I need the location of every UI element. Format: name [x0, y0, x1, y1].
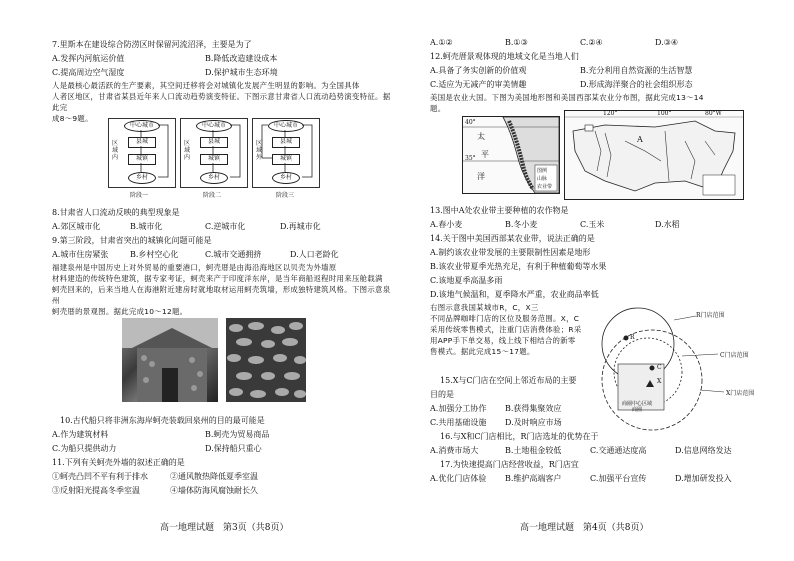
q17-option-c: C.加强平台宣传	[590, 474, 647, 483]
oyster-wall-image	[226, 318, 306, 402]
q8-option-d: D.再城市化	[280, 222, 321, 231]
ring-point-x: X	[657, 378, 662, 385]
q13-option-c: C.玉米	[580, 220, 605, 229]
west-us-agriculture-map	[462, 116, 560, 194]
q14-option-d: D.该地气候温和，夏季降水严重，农业商品率低	[430, 290, 599, 299]
ring-center-label2: 商圈	[632, 407, 643, 413]
map-ocean-2: 平	[481, 150, 489, 159]
ring-label-r: R门店范围	[696, 312, 725, 319]
q13-stem: 13.图中A处农业带主要种植的农作物是	[430, 206, 569, 215]
q16-stem: 16.与X和C门店相比，R门店选址的优势在于	[440, 432, 599, 441]
q7-stem: 7.里斯本在建设综合防涝区时保留河流沼泽，主要是为了	[52, 40, 252, 49]
ring-point-c: C	[657, 364, 662, 371]
q7-option-b: B.降低改造建设成本	[205, 54, 278, 63]
ring-center-label: 商圈中心区域	[622, 401, 653, 407]
intro-8-9-line1: 人是最核心最活跃的生产要素，其空间迁移将会对城镇化发展产生明显的影响。为全国具体	[52, 81, 360, 90]
q12-stem: 12.蚵壳厝景观体现的地域文化是当地人们	[430, 52, 579, 61]
q9-option-b: B.乡村空心化	[130, 250, 179, 259]
q13-option-d: D.水稻	[655, 220, 680, 229]
stage1-county: 县城	[128, 137, 156, 148]
stage1-side-label: 区域内	[112, 140, 119, 161]
q10-option-d: D.保持船只重心	[205, 444, 262, 453]
q14-option-a: A.制约该农业带发展的主要限制性因素是地形	[430, 248, 591, 257]
q11-item-1: ①蚵壳凸凹不平有利于排水	[52, 472, 148, 481]
q16-option-b: B.土地租金较低	[505, 446, 562, 455]
intro-15-17-line1: 右图示意我国某城市R，C，X三	[430, 303, 539, 312]
map-ocean-3: 洋	[477, 172, 485, 181]
diagram-arrows	[0, 0, 400, 200]
intro-8-9-line2: 人者区地区，甘肃省某县近年来人口流动趋势演变特征。下图示意甘肃省人口流动趋势演变特征。据此完	[52, 92, 391, 112]
stage1-caption: 阶段一	[130, 192, 149, 199]
map-lon-100: 100°	[657, 110, 672, 117]
ring-label-x: X门店范围	[726, 390, 755, 397]
map-lat-35: 35°	[465, 155, 476, 162]
q8-stem: 8.甘肃省人口流动反映的典型现象是	[52, 208, 180, 217]
left-page-footer: 高一地理试题 第3页（共8页）	[160, 523, 289, 533]
q15-option-b: B.获得集聚效应	[505, 404, 562, 413]
q14-stem: 14.关于图中美国西部某农业带，说法正确的是	[430, 234, 595, 243]
right-page-footer: 高一地理试题 第4页（共8页）	[520, 523, 649, 533]
q17-option-d: D.增加研发投入	[675, 474, 732, 483]
q11-item-3: ③反射阳光提高冬季室温	[52, 486, 140, 495]
intro-13-14-line2: 题。	[430, 104, 446, 113]
map-point-a: A	[637, 135, 643, 144]
stage3-city: 中心城市	[268, 120, 304, 132]
ring-drawing	[596, 300, 786, 440]
map-legend-title: 图例	[537, 168, 548, 174]
oyster-wall-photo	[226, 318, 306, 402]
stage3-caption: 阶段三	[276, 192, 295, 199]
q12-option-d: D.形成海洋聚合的社会组织形态	[580, 80, 693, 89]
q9-stem: 9.第三阶段，甘肃省突出的城镇化问题可能是	[52, 236, 212, 245]
intro-10-12-line4: 蚵壳厝的景观图。据此完成10～12题。	[52, 307, 188, 316]
q15-stem: 15.X与C门店在空间上邻近布局的主要	[440, 376, 577, 385]
q12-option-b: B.充分利用自然资源的生活智慧	[580, 66, 693, 75]
q15-option-a: A.加强分工协作	[430, 404, 487, 413]
q12-option-a: A.具备了务实创新的价值观	[430, 66, 527, 75]
q10-option-c: C.为船只提供动力	[52, 444, 117, 453]
q10-option-a: A.作为建筑材料	[52, 430, 109, 439]
q7-option-a: A.发挥内河航运价值	[52, 54, 125, 63]
q8-option-b: B.城市化	[130, 222, 163, 231]
stage3-town: 城镇	[272, 154, 300, 165]
intro-15-17-line2: 不同品牌咖啡门店的区位及服务范围。X，C	[430, 314, 580, 323]
ring-point-r: R	[630, 334, 635, 341]
stage2-village: 乡村	[200, 172, 228, 184]
stage2-city: 中心城市	[196, 120, 232, 132]
q11-stem: 11.下列有关蚵壳外墙的叙述正确的是	[52, 458, 185, 467]
map-ocean-1: 太	[477, 132, 485, 141]
stage1-town: 城镇	[128, 154, 156, 165]
q8-option-a: A.郊区城市化	[52, 222, 101, 231]
q10-stem: 10.古代船只将非洲东海岸蚵壳装载回泉州的目的最可能是	[60, 416, 265, 425]
map-lon-80: 80°W	[705, 110, 722, 117]
stage1-city: 中心城市	[124, 120, 160, 132]
map-legend-mountain: 山脉	[537, 176, 548, 182]
store-ring-diagram	[596, 300, 786, 440]
q11-item-4: ④墙体防海风腐蚀耐长久	[170, 486, 258, 495]
map-legend-agri: 农业带	[537, 184, 553, 190]
us-terrain-map	[564, 110, 744, 200]
intro-15-17-line3: 采用传统零售模式，注重门店消费体验；R采	[430, 325, 582, 334]
intro-10-12	[52, 262, 392, 317]
q11-option-b: B.①③	[505, 38, 528, 47]
q9-option-a: A.城市住房紧张	[52, 250, 109, 259]
q13-option-a: A.春小麦	[430, 220, 463, 229]
map-lat-40: 40°	[465, 119, 476, 126]
intro-15-17	[430, 302, 610, 357]
q15-option-d: D.及时响应市场	[505, 418, 562, 427]
q8-option-c: C.逆城市化	[205, 222, 246, 231]
q16-option-a: A.消费市场大	[430, 446, 479, 455]
q17-option-a: A.优化门店体验	[430, 474, 487, 483]
q10-option-b: B.蚵壳为贸易商品	[205, 430, 270, 439]
q17-stem: 17.为快速提高门店经营收益，R门店宜	[440, 460, 579, 469]
q11-item-2: ②通风散热降低夏季室温	[170, 472, 258, 481]
building-photo-image	[122, 318, 218, 402]
q14-option-c: C.该地夏季高温多雨	[430, 276, 503, 285]
q15-stem-2: 目的是	[430, 390, 454, 399]
q15-option-c: C.共用基础设施	[430, 418, 487, 427]
intro-10-12-line2: 材料建造的传统特色建筑，据专家考证，蚵壳来产于印度洋东岸，是当年商船返程时用来压舱载满	[52, 274, 383, 283]
stage3-side-label: 区域外	[256, 140, 263, 161]
stage2-town: 城镇	[200, 154, 228, 165]
q11-option-d: D.③④	[655, 38, 679, 47]
q9-option-c: C.城市交通拥挤	[205, 250, 262, 259]
q11-option-c: C.②④	[580, 38, 603, 47]
building-photo	[122, 318, 218, 402]
intro-8-9-line3: 成8～9题。	[52, 114, 93, 123]
stage2-side-label: 区域内	[184, 140, 191, 161]
q16-option-d: D.信息网络发达	[675, 446, 732, 455]
intro-10-12-line3: 蚵壳回来的，后来当地人在海港附近建房时就地取材运用蚵壳筑墙，形成独特建筑风格。下图示意泉州	[52, 285, 391, 305]
intro-15-17-line5: 售模式。据此完成15～17题。	[430, 347, 535, 356]
q12-option-c: C.适应为无减产的审美情趣	[430, 80, 527, 89]
q7-option-c: C.提高周边空气湿度	[52, 68, 125, 77]
q7-option-d: D.保护城市生态环境	[205, 68, 278, 77]
q14-option-b: B.该农业带夏季光热充足，有利于种植葡萄等水果	[430, 262, 607, 271]
ring-label-c: C门店范围	[720, 352, 749, 359]
stage3-village: 乡村	[272, 172, 300, 184]
intro-10-12-line1: 福建泉州是中国历史上对外贸易的重要港口，蚵壳厝是由海沿海地区以贝壳为外墙原	[52, 263, 337, 272]
stage1-village: 乡村	[128, 172, 156, 184]
right-page	[400, 0, 794, 561]
q17-option-b: B.维护高端客户	[505, 474, 562, 483]
intro-13-14-line1: 美国是农业大国。下图为美国地形图和美国西部某农业分布图，据此完成13～14	[430, 93, 704, 102]
stage2-caption: 阶段二	[203, 192, 222, 199]
stage3-county: 县城	[272, 137, 300, 148]
intro-15-17-line4: 用APP手下单交易，线上线下相结合的新零	[430, 336, 576, 345]
stage2-county: 县城	[200, 137, 228, 148]
us-terrain-drawing	[565, 111, 743, 199]
q16-option-c: C.交通通达度高	[590, 446, 647, 455]
map-lon-120: 120°	[603, 110, 618, 117]
q9-option-d: D.人口老龄化	[290, 250, 339, 259]
q11-option-a: A.①②	[430, 38, 453, 47]
q13-option-b: B.冬小麦	[505, 220, 538, 229]
